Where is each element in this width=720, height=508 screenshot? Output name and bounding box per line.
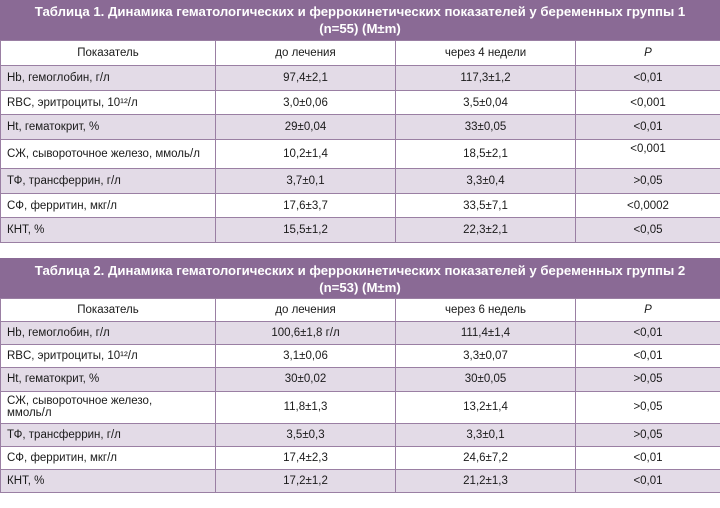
table-row	[1, 469, 720, 492]
cell-p: >0,05	[576, 391, 720, 423]
row-label: ТФ, трансферрин, г/л	[1, 423, 216, 446]
row-label: RBC, эритроциты, 10¹²/л	[1, 345, 216, 368]
cell-before: 29±0,04	[216, 115, 396, 140]
table-2-caption	[0, 258, 720, 298]
table-row	[1, 391, 720, 423]
header-before: до лечения	[216, 299, 396, 322]
table-1-caption-line1: Таблица 1. Динамика гематологических и феррокинетических показателей у беременных группы 1	[34, 4, 686, 19]
table-2-caption-line1: Таблица 2. Динамика гематологических и феррокинетических показателей у беременных группы 2	[34, 263, 686, 278]
table-1-caption	[0, 0, 720, 40]
cell-before: 100,6±1,8 г/л	[216, 322, 396, 345]
table-1	[0, 0, 720, 243]
cell-p: >0,05	[576, 368, 720, 391]
header-after: через 4 недели	[396, 41, 576, 66]
table-header-row	[1, 299, 720, 322]
row-label: КНТ, %	[1, 218, 216, 243]
header-p: P	[576, 299, 720, 322]
cell-before: 10,2±1,4	[216, 140, 396, 169]
cell-p: >0,05	[576, 423, 720, 446]
table-2-caption-line2: (n=53) (M±m)	[319, 280, 401, 295]
table-row	[1, 140, 720, 169]
cell-before: 30±0,02	[216, 368, 396, 391]
cell-after: 3,3±0,1	[396, 423, 576, 446]
row-label: СФ, ферритин, мкг/л	[1, 446, 216, 469]
cell-before: 17,2±1,2	[216, 469, 396, 492]
cell-after: 13,2±1,4	[396, 391, 576, 423]
table-row	[1, 423, 720, 446]
header-indicator: Показатель	[1, 41, 216, 66]
table-row	[1, 368, 720, 391]
table-2-grid	[0, 298, 720, 493]
cell-after: 30±0,05	[396, 368, 576, 391]
table-row	[1, 66, 720, 91]
table-row	[1, 115, 720, 140]
cell-p: <0,01	[576, 469, 720, 492]
cell-after: 33±0,05	[396, 115, 576, 140]
cell-p: <0,01	[576, 322, 720, 345]
cell-after: 117,3±1,2	[396, 66, 576, 91]
table-row	[1, 345, 720, 368]
row-label: Ht, гематокрит, %	[1, 115, 216, 140]
table-row	[1, 169, 720, 194]
cell-after: 21,2±1,3	[396, 469, 576, 492]
cell-p: >0,05	[576, 169, 720, 194]
row-label: Hb, гемоглобин, г/л	[1, 322, 216, 345]
row-label: СЖ, сывороточное железо, ммоль/л	[1, 140, 216, 169]
cell-before: 3,0±0,06	[216, 90, 396, 115]
header-after: через 6 недель	[396, 299, 576, 322]
cell-p: <0,001	[576, 140, 720, 169]
cell-after: 3,5±0,04	[396, 90, 576, 115]
cell-before: 3,7±0,1	[216, 169, 396, 194]
cell-after: 22,3±2,1	[396, 218, 576, 243]
row-label: СЖ, сывороточное железо, ммоль/л	[1, 391, 216, 423]
table-1-caption-line2: (n=55) (M±m)	[319, 21, 401, 36]
row-label: RBC, эритроциты, 10¹²/л	[1, 90, 216, 115]
cell-after: 111,4±1,4	[396, 322, 576, 345]
cell-before: 97,4±2,1	[216, 66, 396, 91]
cell-before: 3,5±0,3	[216, 423, 396, 446]
cell-p: <0,01	[576, 345, 720, 368]
cell-p: <0,0002	[576, 193, 720, 218]
cell-after: 24,6±7,2	[396, 446, 576, 469]
cell-p: <0,001	[576, 90, 720, 115]
cell-after: 3,3±0,07	[396, 345, 576, 368]
row-label: КНТ, %	[1, 469, 216, 492]
cell-before: 3,1±0,06	[216, 345, 396, 368]
row-label: Hb, гемоглобин, г/л	[1, 66, 216, 91]
header-indicator: Показатель	[1, 299, 216, 322]
cell-p: <0,05	[576, 218, 720, 243]
cell-p: <0,01	[576, 66, 720, 91]
cell-p: <0,01	[576, 446, 720, 469]
row-label: СФ, ферритин, мкг/л	[1, 193, 216, 218]
table-row	[1, 193, 720, 218]
cell-after: 3,3±0,4	[396, 169, 576, 194]
row-label: ТФ, трансферрин, г/л	[1, 169, 216, 194]
table-1-grid	[0, 40, 720, 243]
row-label: Ht, гематокрит, %	[1, 368, 216, 391]
header-before: до лечения	[216, 41, 396, 66]
cell-p: <0,01	[576, 115, 720, 140]
table-row	[1, 218, 720, 243]
table-header-row	[1, 41, 720, 66]
table-row	[1, 446, 720, 469]
cell-before: 17,4±2,3	[216, 446, 396, 469]
cell-after: 18,5±2,1	[396, 140, 576, 169]
table-2	[0, 258, 720, 493]
table-row	[1, 322, 720, 345]
cell-after: 33,5±7,1	[396, 193, 576, 218]
cell-before: 17,6±3,7	[216, 193, 396, 218]
table-row	[1, 90, 720, 115]
cell-before: 11,8±1,3	[216, 391, 396, 423]
cell-before: 15,5±1,2	[216, 218, 396, 243]
header-p: P	[576, 41, 720, 66]
